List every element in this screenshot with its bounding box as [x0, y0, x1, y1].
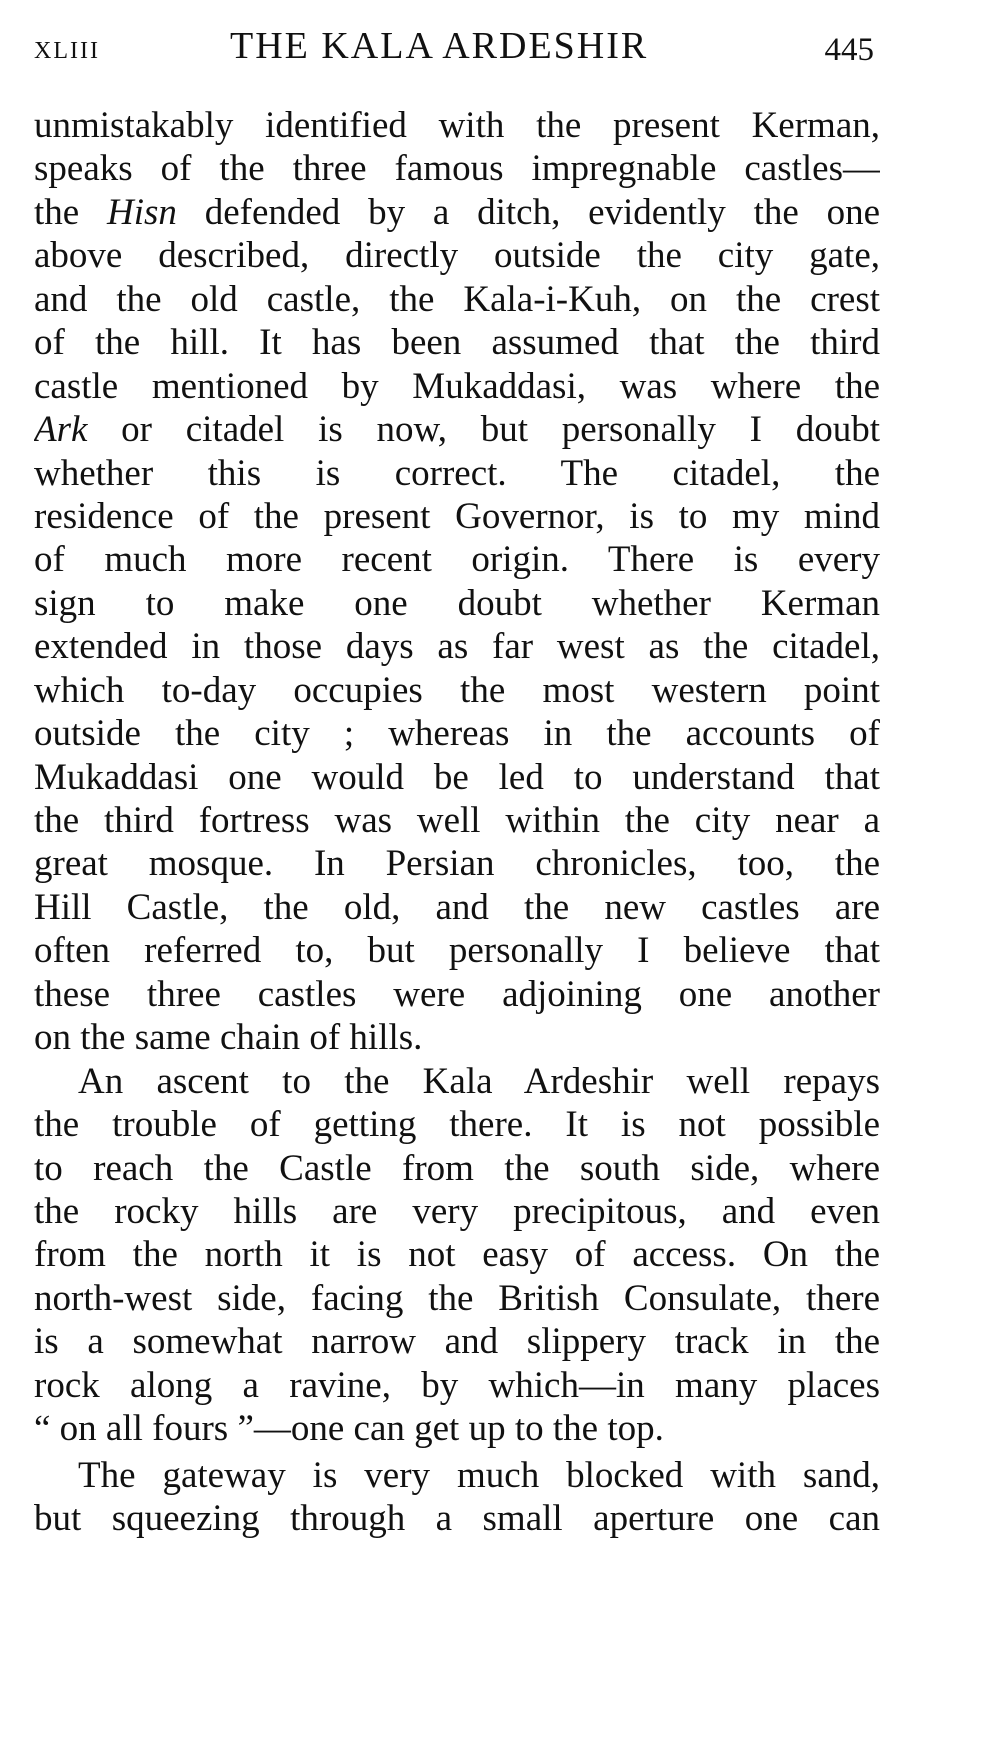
text-line: Mukaddasi one would be led to understand that	[34, 756, 880, 798]
text-line: speaks of the three famous impregnable castles—	[34, 148, 880, 190]
text-line: Ark or citadel is now, but personally I doubt	[34, 409, 880, 451]
text-line: The gateway is very much blocked with sand,	[78, 1454, 880, 1496]
text-line: is a somewhat narrow and slippery track in the	[34, 1321, 880, 1363]
text-line: “ on all fours ”—one can get up to the top.	[34, 1408, 664, 1450]
text-line: the trouble of getting there. It is not possible	[34, 1104, 880, 1146]
chapter-number: XLIII	[34, 38, 100, 64]
text-line: rock along a ravine, by which—in many places	[34, 1364, 880, 1406]
italic-term: Hisn	[107, 191, 177, 233]
text-line: extended in those days as far west as the citadel,	[34, 626, 880, 668]
text-line: which to-day occupies the most western point	[34, 669, 880, 711]
text-line: sign to make one doubt whether Kerman	[34, 582, 880, 624]
running-title: THE KALA ARDESHIR	[230, 25, 649, 67]
text-line: outside the city ; whereas in the accounts of	[34, 713, 880, 755]
text-line: on the same chain of hills.	[34, 1017, 423, 1059]
text-line: these three castles were adjoining one another	[34, 973, 880, 1015]
text-line: unmistakably identified with the present Kerman,	[34, 105, 880, 146]
text-line: the rocky hills are very precipitous, and even	[34, 1190, 880, 1232]
text-line: residence of the present Governor, is to my mind	[34, 495, 880, 537]
text-line: of the hill. It has been assumed that the third	[34, 322, 880, 364]
text-line: castle mentioned by Mukaddasi, was where the	[34, 365, 880, 407]
body-text	[34, 104, 880, 1540]
text-line: the Hisn defended by a ditch, evidently the one	[34, 191, 880, 233]
text-line: of much more recent origin. There is every	[34, 539, 880, 581]
text-line: above described, directly outside the city gate,	[34, 235, 880, 277]
text-line: from the north it is not easy of access. On the	[34, 1234, 880, 1276]
running-head	[34, 24, 880, 74]
text-line: but squeezing through a small aperture one can	[34, 1498, 880, 1539]
text-line: Hill Castle, the old, and the new castles are	[34, 886, 880, 928]
text-line: great mosque. In Persian chronicles, too, the	[34, 843, 880, 885]
page-number: 445	[824, 32, 874, 68]
text-line: often referred to, but personally I believe that	[34, 930, 880, 972]
italic-term: Ark	[34, 409, 88, 451]
text-line: and the old castle, the Kala-i-Kuh, on the crest	[34, 278, 880, 320]
text-line: whether this is correct. The citadel, the	[34, 452, 880, 494]
text-line: north-west side, facing the British Consulate, there	[34, 1277, 880, 1319]
text-line: to reach the Castle from the south side, where	[34, 1147, 880, 1189]
text-line: the third fortress was well within the city near a	[34, 800, 880, 841]
text-line: An ascent to the Kala Ardeshir well repays	[78, 1060, 880, 1102]
